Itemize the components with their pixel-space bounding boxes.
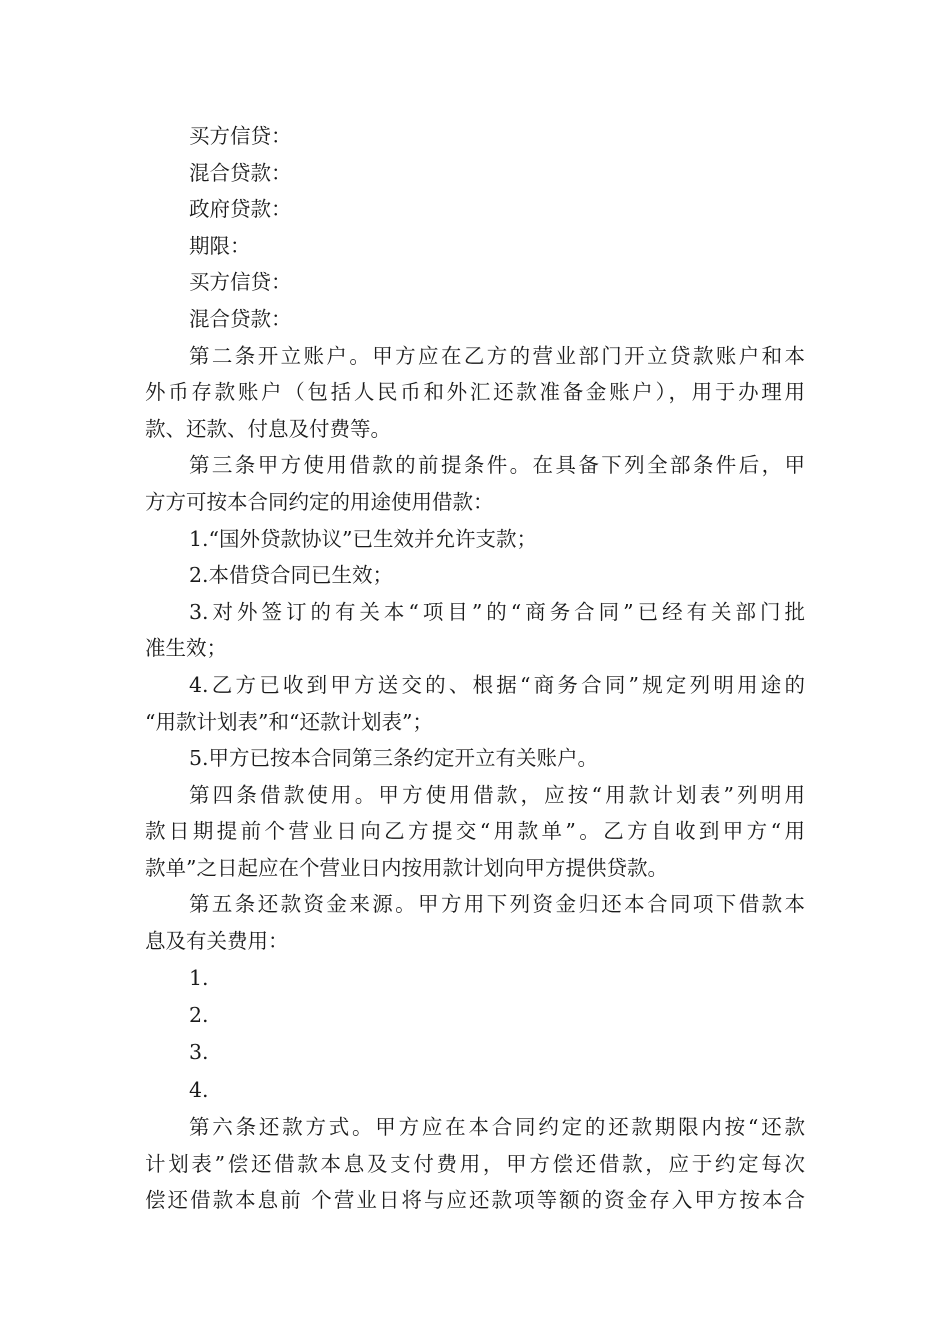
- article-6-line-2: 计划表”偿还借款本息及支付费用，甲方偿还借款，应于约定每次: [145, 1151, 805, 1176]
- condition-5: 5.甲方已按本合同第三条约定开立有关账户。: [189, 746, 599, 771]
- article-3-line-2: 方方可按本合同约定的用途使用借款：: [145, 489, 494, 514]
- article-2-line-2: 外币存款账户（包括人民币和外汇还款准备金账户），用于办理用: [145, 380, 805, 405]
- text-line: 混合贷款：: [189, 160, 292, 185]
- article-6-line-1: 第六条还款方式。甲方应在本合同约定的还款期限内按“还款: [189, 1115, 805, 1140]
- text-line: 买方信贷：: [189, 124, 292, 148]
- article-3-line-1: 第三条甲方使用借款的前提条件。在具备下列全部条件后，甲: [189, 453, 805, 478]
- text-line: 期限：: [189, 233, 251, 258]
- article-4-line-1: 第四条借款使用。甲方使用借款，应按“用款计划表”列明用: [189, 782, 805, 807]
- source-item-3: 3.: [189, 1040, 209, 1065]
- article-5-line-2: 息及有关费用：: [145, 929, 289, 954]
- article-2-line-3: 款、还款、付息及付费等。: [145, 416, 391, 441]
- article-2-line-1: 第二条开立账户。甲方应在乙方的营业部门开立贷款账户和本: [189, 343, 805, 368]
- source-item-2: 2.: [189, 1003, 209, 1028]
- condition-4-line-1: 4.乙方已收到甲方送交的、根据“商务合同”规定列明用途的: [189, 672, 805, 697]
- text-line: 混合贷款：: [189, 306, 292, 331]
- source-item-4: 4.: [189, 1077, 209, 1102]
- condition-4-line-2: “用款计划表”和“还款计划表”；: [145, 709, 433, 734]
- text-line: 政府贷款：: [189, 197, 292, 222]
- article-5-line-1: 第五条还款资金来源。甲方用下列资金归还本合同项下借款本: [189, 892, 805, 917]
- source-item-1: 1.: [189, 965, 209, 990]
- article-6-line-3: 偿还借款本息前 个营业日将与应还款项等额的资金存入甲方按本合: [145, 1188, 805, 1213]
- document-body: [145, 118, 805, 1219]
- text-line: 买方信贷：: [189, 270, 292, 295]
- condition-3-line-2: 准生效；: [145, 636, 227, 661]
- condition-1: 1.“国外贷款协议”已生效并允许支款；: [189, 526, 538, 551]
- article-4-line-2: 款日期提前个营业日向乙方提交“用款单”。乙方自收到甲方“用: [145, 819, 805, 844]
- condition-2: 2.本借贷合同已生效；: [189, 563, 394, 588]
- article-4-line-3: 款单”之日起应在个营业日内按用款计划向甲方提供贷款。: [145, 855, 668, 880]
- condition-3-line-1: 3.对外签订的有关本“项目”的“商务合同”已经有关部门批: [189, 599, 805, 624]
